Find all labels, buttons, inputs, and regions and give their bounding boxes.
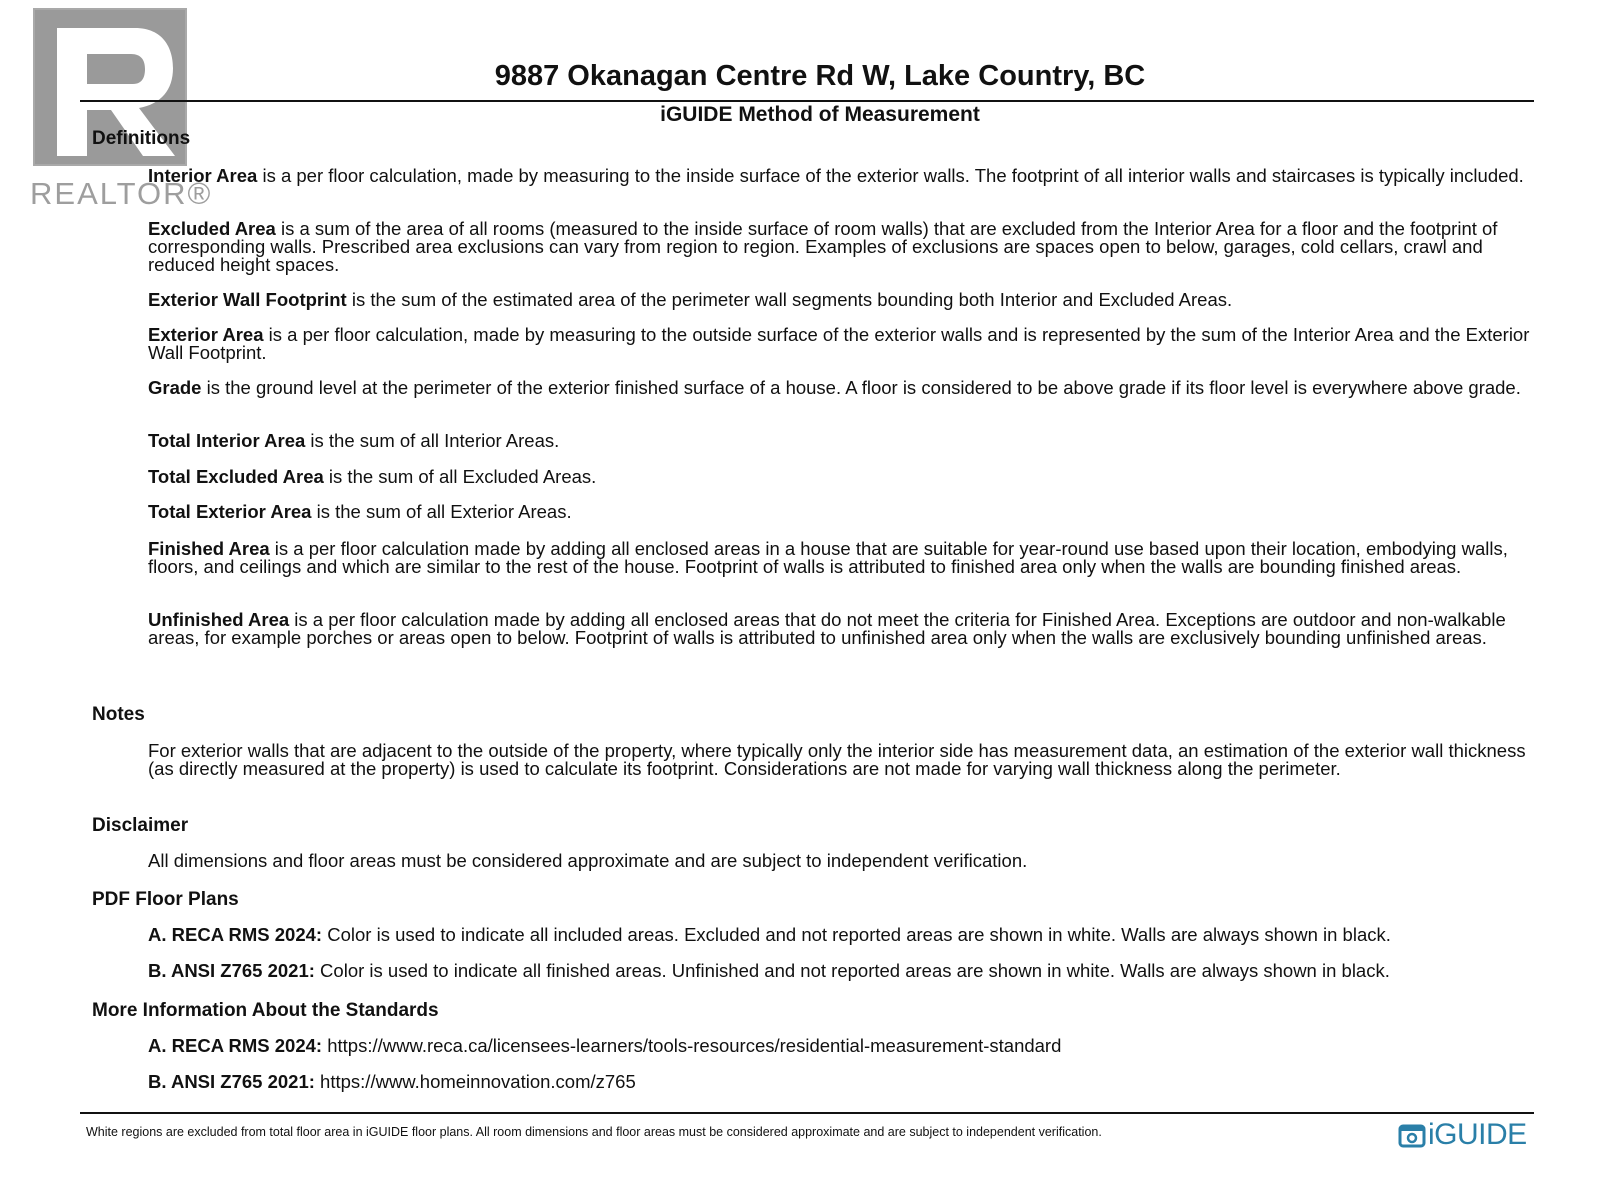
definition-text: is the sum of all Interior Areas. <box>305 430 560 451</box>
page-subtitle: iGUIDE Method of Measurement <box>660 103 980 126</box>
definition-text: is a per floor calculation made by adding all enclosed areas that do not meet the criteria for Finished Area. Exceptions are outdoor and non-walkable areas, for example porches or areas open to below. Footprint of walls is attributed to unfinished area only when the walls are exclusively bounding unfinished areas. <box>148 609 1506 648</box>
definition-text: is a per floor calculation made by adding all enclosed areas in a house that are suitable for year-round use based upon their location, embodying walls, floors, and ceilings and which are similar to the rest of the house. Footprint of walls is attributed to finished area only when the walls are bounding finished areas. <box>148 538 1508 577</box>
more-info-heading: More Information About the Standards <box>92 1000 439 1021</box>
definition-text: is the ground level at the perimeter of the exterior finished surface of a house. A floor is considered to be above grade if its floor level is everywhere above grade. <box>201 377 1521 398</box>
definition-text: is a per floor calculation, made by measuring to the outside surface of the exterior walls and is represented by the sum of the Interior Area and the Exterior Wall Footprint. <box>148 324 1530 363</box>
definition-term: Total Excluded Area <box>148 466 324 487</box>
iguide-logo <box>1398 1118 1527 1152</box>
ansi-standard-link[interactable]: https://www.homeinnovation.com/z765 <box>314 1071 636 1092</box>
realtor-wordmark: REALTOR® <box>30 176 213 211</box>
definition-text: is a sum of the area of all rooms (measured to the inside surface of room walls) that are excluded from the Interior Area for a floor and the footprint of corresponding walls. Prescribed area exclusions can vary from region to region. Examples of exclusions are spaces open to below, garages, cold cellars, crawl and reduced height spaces. <box>148 218 1498 275</box>
definition-finished-area <box>148 540 1543 576</box>
pdf-floor-plan-reca <box>148 926 1543 944</box>
more-info-reca <box>148 1037 1543 1055</box>
iguide-wordmark: iGUIDE <box>1428 1118 1527 1151</box>
definition-total-interior-area <box>148 432 1543 450</box>
definition-term: Exterior Wall Footprint <box>148 289 347 310</box>
notes-heading: Notes <box>92 704 145 725</box>
reca-standard-link[interactable]: https://www.reca.ca/licensees-learners/tools-resources/residential-measurement-standard <box>322 1035 1062 1056</box>
standard-term: A. RECA RMS 2024: <box>148 924 323 945</box>
standard-term: B. ANSI Z765 2021: <box>148 960 315 981</box>
disclaimer-text: All dimensions and floor areas must be considered approximate and are subject to independent verification. <box>148 850 1028 871</box>
more-info-ansi <box>148 1073 1543 1091</box>
definition-excluded-area <box>148 220 1543 274</box>
definition-total-exterior-area <box>148 503 1543 521</box>
definition-unfinished-area <box>148 611 1543 647</box>
standard-text: Color is used to indicate all included areas. Excluded and not reported areas are shown in white. Walls are always shown in black. <box>322 924 1391 945</box>
iguide-logo-icon <box>1398 1121 1426 1149</box>
definition-text: is the sum of all Excluded Areas. <box>323 466 597 487</box>
footer-note: White regions are excluded from total floor area in iGUIDE floor plans. All room dimensions and floor areas must be considered approximate and are subject to independent verification. <box>86 1125 1102 1139</box>
definition-term: Exterior Area <box>148 324 264 345</box>
definition-term: Grade <box>148 377 202 398</box>
definition-term: Finished Area <box>148 538 270 559</box>
definition-text: is the sum of the estimated area of the perimeter wall segments bounding both Interior and Excluded Areas. <box>346 289 1233 310</box>
footer-divider <box>80 1112 1534 1114</box>
header-divider <box>80 100 1534 102</box>
definition-exterior-area <box>148 326 1543 362</box>
definition-text: is the sum of all Exterior Areas. <box>311 501 572 522</box>
definition-interior-area <box>148 167 1543 185</box>
definitions-heading: Definitions <box>92 128 191 149</box>
page-title: 9887 Okanagan Centre Rd W, Lake Country, BC <box>494 60 1146 92</box>
standard-term: A. RECA RMS 2024: <box>148 1035 323 1056</box>
standard-term: B. ANSI Z765 2021: <box>148 1071 315 1092</box>
definition-exterior-wall-footprint <box>148 291 1543 309</box>
pdf-floor-plan-ansi <box>148 962 1543 980</box>
definition-total-excluded-area <box>148 468 1543 486</box>
notes-text: For exterior walls that are adjacent to the outside of the property, where typically only the interior side has measurement data, an estimation of the exterior wall thickness (as directly measured at the property) is used to calculate its footprint. Considerations are not made for varying wall thickness along the perimeter. <box>148 740 1526 779</box>
standard-text: Color is used to indicate all finished areas. Unfinished and not reported areas are shown in white. Walls are always shown in black. <box>314 960 1390 981</box>
definition-term: Interior Area <box>148 165 258 186</box>
pdf-floor-plans-heading: PDF Floor Plans <box>92 889 239 910</box>
definition-term: Total Interior Area <box>148 430 306 451</box>
definition-term: Total Exterior Area <box>148 501 312 522</box>
definition-term: Excluded Area <box>148 218 276 239</box>
definition-term: Unfinished Area <box>148 609 290 630</box>
definition-grade <box>148 379 1543 397</box>
disclaimer-heading: Disclaimer <box>92 815 189 836</box>
definition-text: is a per floor calculation, made by measuring to the inside surface of the exterior walls. The footprint of all interior walls and staircases is typically included. <box>257 165 1524 186</box>
